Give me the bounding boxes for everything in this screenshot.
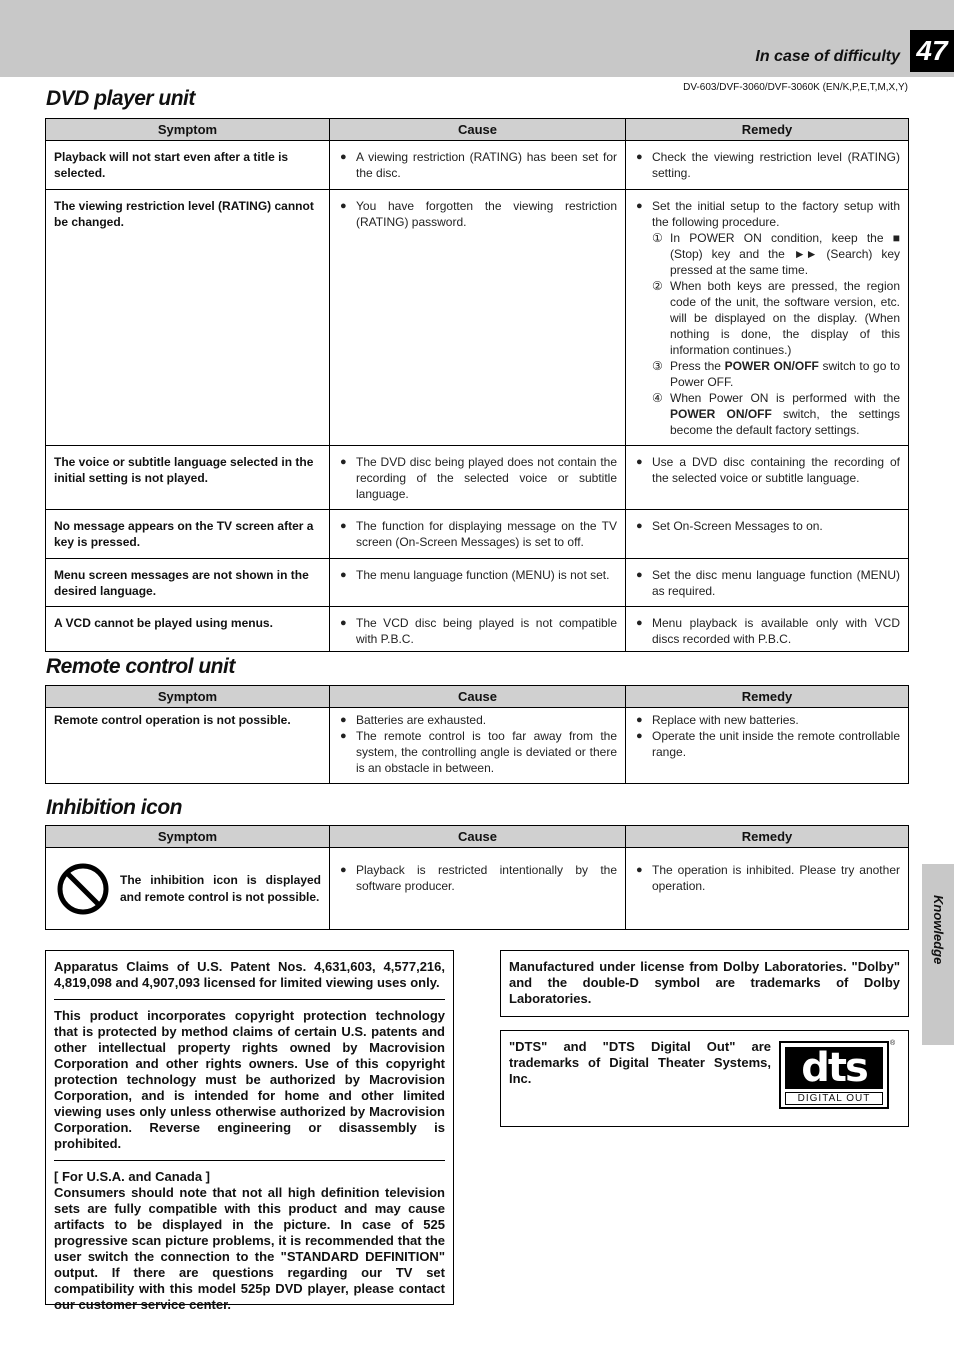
- remedy-header: Remedy: [741, 689, 793, 704]
- remedy-cell: Operate the unit inside the remote controllable range.: [652, 729, 900, 759]
- cause-cell: The menu language function (MENU) is not set.: [356, 568, 610, 582]
- symptom-cell: Menu screen messages are not shown in the desired language.: [46, 559, 330, 606]
- licensing-notice: [45, 950, 454, 1312]
- prohibited-icon: [56, 862, 110, 916]
- remedy-cell: The operation is inhibited. Please try another operation.: [652, 863, 900, 893]
- remote-troubleshoot-table: [45, 685, 909, 784]
- symptom-cell: The viewing restriction level (RATING) cannot be changed.: [46, 190, 330, 445]
- model-numbers: DV-603/DVF-3060/DVF-3060K (EN/K,P,E,T,M,X,Y): [683, 82, 908, 93]
- dvd-section-title: DVD player unit: [46, 87, 195, 110]
- cause-cell: You have forgotten the viewing restriction (RATING) password.: [356, 199, 617, 229]
- reset-step: ① In POWER ON condition, keep the ■ (Stop) key and the ►► (Search) key pressed at the same time.: [652, 231, 900, 277]
- remedy-cell: Menu playback is available only with VCD discs recorded with P.B.C.: [652, 616, 900, 646]
- remote-section-title: Remote control unit: [46, 655, 235, 678]
- remedy-cell: Set the disc menu language function (MENU) as required.: [652, 568, 900, 598]
- macrovision-notice: This product incorporates copyright protection technology that is protected by method claims of certain U.S. patents and other intellectual property rights owned by Macrovision Corporation and other rights owners. Use of this copyright protection technology must be authorized by Macrovision Corporation, and is intended for home and other limited viewing uses only unless otherwise authorized by Macrovision Corporation. Reverse engineering or disassembly is prohibited.: [54, 1008, 445, 1151]
- symptom-header: Symptom: [46, 686, 330, 707]
- symptom-cell: A VCD cannot be played using menus.: [46, 607, 330, 651]
- remedy-cell: Check the viewing restriction level (RATING) setting.: [652, 150, 900, 180]
- table-row: A VCD cannot be played using menus. ● The VCD disc being played is not compatible with P.B.C. ● Menu playback is available only with VCD discs recorded with P.B.C.: [46, 607, 908, 651]
- cause-header: Cause: [330, 686, 626, 707]
- symptom-cell: No message appears on the TV screen after a key is pressed.: [46, 510, 330, 558]
- page-number: 47: [910, 30, 954, 72]
- usa-canada-heading: [ For U.S.A. and Canada ]: [54, 1169, 211, 1184]
- cause-cell: The remote control is too far away from the system, the controlling angle is deviated or there is an obstacle in between.: [356, 729, 617, 775]
- table-header: [46, 826, 908, 848]
- symptom-cell: Playback will not start even after a title is selected.: [46, 141, 330, 189]
- symptom-header: Symptom: [46, 119, 330, 140]
- symptom-header: Symptom: [46, 826, 330, 847]
- cause-cell: The DVD disc being played does not contain the recording of the selected voice or subtitle language.: [356, 455, 617, 501]
- dolby-notice: [500, 950, 909, 1017]
- table-header: [46, 119, 908, 141]
- symptom-cell: The voice or subtitle language selected in the initial setting is not played.: [46, 446, 330, 509]
- cause-cell: The function for displaying message on the TV screen (On-Screen Messages) is set to off.: [356, 519, 617, 549]
- table-header: [46, 686, 908, 708]
- table-row: Menu screen messages are not shown in the desired language. ● The menu language function (MENU) is not set. ● Set the disc menu language function (MENU) as required.: [46, 559, 908, 607]
- symptom-cell: The inhibition icon is displayed and remote control is not possible.: [120, 872, 321, 904]
- table-row: The inhibition icon is displayed and remote control is not possible. ● Playback is restricted intentionally by the software producer. ● The operation is inhibited. Please try another operation.: [46, 848, 908, 929]
- reset-step: ② When both keys are pressed, the region code of the unit, the software version, etc. will be displayed on the display. (When nothing is done, the display of this information continues.): [652, 279, 900, 357]
- remedy-cell: Use a DVD disc containing the recording of the selected voice or subtitle language.: [652, 455, 900, 485]
- table-row: The viewing restriction level (RATING) cannot be changed. ● You have forgotten the viewing restriction (RATING) password. ● Set the initial setup to the factory setup with the following procedure. ① In POWER ON condition, keep the ■ (Stop) key and the ►► (Search) key pressed at the same time. ② When both keys are pressed, the region code of the unit, the software version, etc. will be displayed on the display. (When nothing is done, the display of this information continues.) ③ Press the POWER ON/OFF switch to go to Power OFF. ④ When Power ON is performed with the POWER ON/OFF switch, the settings become the default factory settings.: [46, 190, 908, 446]
- symptom-cell: Remote control operation is not possible.: [46, 708, 330, 783]
- table-row: Playback will not start even after a title is selected. ● A viewing restriction (RATING) has been set for the disc. ● Check the viewing restriction level (RATING) setting.: [46, 141, 908, 190]
- usa-canada-notice: Consumers should note that not all high definition television sets are fully compatible with this product and may cause artifacts to be displayed in the picture. In case of 525 progressive scan picture problems, it is recommended that the user switch the connection to the "STANDARD DEFINITION" output. If there are questions regarding our TV set compatibility with this model 525p DVD player, please contact our customer service center.: [54, 1185, 445, 1312]
- cause-cell: A viewing restriction (RATING) has been set for the disc.: [356, 150, 617, 180]
- dts-logo: dts DIGITAL OUT: [779, 1041, 889, 1109]
- side-tab-label: Knowledge: [931, 895, 946, 965]
- table-row: No message appears on the TV screen after a key is pressed. ● The function for displaying message on the TV screen (On-Screen Messages) is set to off. ● Set On-Screen Messages to on.: [46, 510, 908, 559]
- dolby-text: Manufactured under license from Dolby Laboratories. "Dolby" and the double-D symbol are trademarks of Dolby Laboratories.: [509, 959, 900, 1006]
- dvd-troubleshoot-table: [45, 118, 909, 652]
- reset-step: ③ Press the POWER ON/OFF switch to go to Power OFF.: [652, 359, 900, 389]
- reset-step: ④ When Power ON is performed with the POWER ON/OFF switch, the settings become the default factory settings.: [652, 391, 901, 437]
- section-header: In case of difficulty: [755, 48, 900, 65]
- remedy-cell: Set the initial setup to the factory setup with the following procedure.: [652, 199, 900, 229]
- registered-mark: ®: [890, 1040, 896, 1047]
- patent-notice: Apparatus Claims of U.S. Patent Nos. 4,631,603, 4,577,216, 4,819,098 and 4,907,093 licensed for limited viewing uses only.: [54, 959, 445, 990]
- remedy-header: Remedy: [741, 122, 793, 137]
- remedy-cell: Replace with new batteries.: [652, 713, 799, 727]
- cause-cell: The VCD disc being played is not compatible with P.B.C.: [356, 616, 617, 646]
- cause-cell: Playback is restricted intentionally by the software producer.: [356, 863, 617, 893]
- cause-header: Cause: [330, 826, 626, 847]
- table-row: The voice or subtitle language selected in the initial setting is not played. ● The DVD disc being played does not contain the recording of the selected voice or subtitle language. ● Use a DVD disc containing the recording of the selected voice or subtitle language.: [46, 446, 908, 510]
- cause-header: Cause: [330, 119, 626, 140]
- table-row: Remote control operation is not possible. ● Batteries are exhausted. ● The remote control is too far away from the system, the controlling angle is deviated or there is an obstacle in between. ● Replace with new batteries. ● Operate the unit inside the remote controllable range.: [46, 708, 908, 783]
- inhibition-troubleshoot-table: [45, 825, 909, 930]
- inhibition-section-title: Inhibition icon: [46, 796, 182, 819]
- remedy-cell: Set On-Screen Messages to on.: [652, 519, 823, 533]
- dts-text: "DTS" and "DTS Digital Out" are trademarks of Digital Theater Systems, Inc.: [509, 1039, 771, 1086]
- cause-cell: Batteries are exhausted.: [356, 713, 487, 727]
- remedy-header: Remedy: [741, 829, 793, 844]
